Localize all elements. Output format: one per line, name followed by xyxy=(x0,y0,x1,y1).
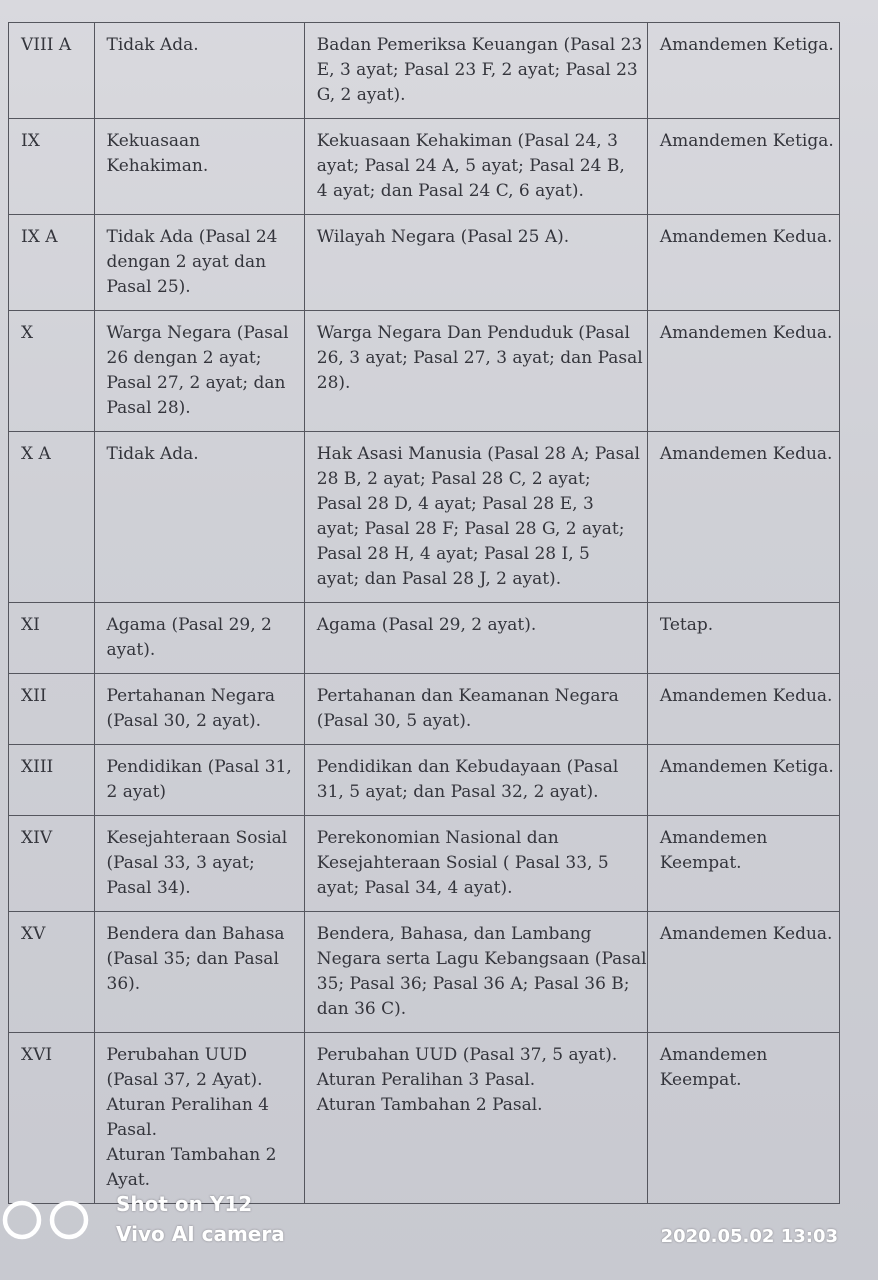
cell-status xyxy=(647,432,839,603)
text-line: ayat; Pasal 34, 4 ayat). xyxy=(316,878,513,898)
cell-after xyxy=(304,432,647,603)
text-line: Pasal 28). xyxy=(106,398,191,418)
bab-number: XI xyxy=(21,615,40,635)
table-row xyxy=(9,1033,840,1204)
cell-after xyxy=(304,912,647,1033)
cell-status xyxy=(647,816,839,912)
bab-number: XIV xyxy=(21,828,53,848)
cell-before xyxy=(94,311,304,432)
text-line: 2 ayat) xyxy=(106,782,167,802)
text-line: Kesejahteraan Sosial ( Pasal 33, 5 xyxy=(316,853,609,873)
text-line: Keempat. xyxy=(659,1070,742,1090)
text-line: Amandemen Kedua. xyxy=(659,686,833,706)
cell-before xyxy=(94,674,304,745)
cell-after xyxy=(304,674,647,745)
table-row xyxy=(9,745,840,816)
table-row xyxy=(9,912,840,1033)
text-line: Bendera, Bahasa, dan Lambang xyxy=(316,924,592,944)
text-line: Kekuasaan xyxy=(106,131,201,151)
text-line: Pertahanan Negara xyxy=(106,686,276,706)
text-line: Pasal. xyxy=(106,1120,158,1140)
text-line: Kehakiman. xyxy=(106,156,209,176)
text-line: (Pasal 33, 3 ayat; xyxy=(106,853,255,873)
watermark-camera: Vivo AI camera xyxy=(116,1222,285,1246)
text-line: Pasal 27, 2 ayat; dan xyxy=(106,373,286,393)
text-line: ayat; Pasal 28 F; Pasal 28 G, 2 ayat; xyxy=(316,519,625,539)
cell-status xyxy=(647,1033,839,1204)
text-line: 26, 3 ayat; Pasal 27, 3 ayat; dan Pasal xyxy=(316,348,643,368)
cell-bab xyxy=(9,432,95,603)
text-line: Kekuasaan Kehakiman (Pasal 24, 3 xyxy=(316,131,618,151)
text-line: (Pasal 35; dan Pasal xyxy=(106,949,279,969)
cell-before xyxy=(94,603,304,674)
text-line: Amandemen Kedua. xyxy=(659,227,833,247)
bab-number: X xyxy=(21,323,34,343)
cell-after xyxy=(304,215,647,311)
cell-bab xyxy=(9,912,95,1033)
text-line: Pasal 34). xyxy=(106,878,191,898)
bab-number: IX A xyxy=(21,227,58,247)
text-line: Agama (Pasal 29, 2 ayat). xyxy=(316,615,537,635)
text-line: Amandemen xyxy=(659,1045,768,1065)
text-line: Negara serta Lagu Kebangsaan (Pasal xyxy=(316,949,647,969)
text-line: 28 B, 2 ayat; Pasal 28 C, 2 ayat; xyxy=(316,469,591,489)
bab-number: VIII A xyxy=(21,35,72,55)
text-line: Perekonomian Nasional dan xyxy=(316,828,559,848)
cell-status xyxy=(647,603,839,674)
cell-bab xyxy=(9,311,95,432)
cell-after xyxy=(304,23,647,119)
bab-number: XII xyxy=(21,686,47,706)
table-row xyxy=(9,119,840,215)
text-line: Tidak Ada. xyxy=(106,35,199,55)
text-line: (Pasal 30, 2 ayat). xyxy=(106,711,262,731)
text-line: Pendidikan (Pasal 31, xyxy=(106,757,292,777)
text-line: Amandemen Kedua. xyxy=(659,924,833,944)
text-line: Badan Pemeriksa Keuangan (Pasal 23 xyxy=(316,35,643,55)
text-line: ayat). xyxy=(106,640,156,660)
text-line: Keempat. xyxy=(659,853,742,873)
text-line: Aturan Peralihan 3 Pasal. xyxy=(316,1070,536,1090)
text-line: Pasal 28 H, 4 ayat; Pasal 28 I, 5 xyxy=(316,544,590,564)
bab-number: XIII xyxy=(21,757,54,777)
cell-before xyxy=(94,432,304,603)
text-line: 28). xyxy=(316,373,351,393)
text-line: Pertahanan dan Keamanan Negara xyxy=(316,686,619,706)
table-row xyxy=(9,674,840,745)
table-row xyxy=(9,23,840,119)
cell-status xyxy=(647,215,839,311)
cell-after xyxy=(304,745,647,816)
text-line: 36). xyxy=(106,974,141,994)
cell-bab xyxy=(9,215,95,311)
cell-bab xyxy=(9,119,95,215)
text-line: 35; Pasal 36; Pasal 36 A; Pasal 36 B; xyxy=(316,974,630,994)
cell-after xyxy=(304,603,647,674)
cell-after xyxy=(304,816,647,912)
text-line: Kesejahteraan Sosial xyxy=(106,828,288,848)
text-line: Amandemen Ketiga. xyxy=(659,35,834,55)
text-line: G, 2 ayat). xyxy=(316,85,406,105)
table-row xyxy=(9,432,840,603)
text-line: Amandemen Kedua. xyxy=(659,444,833,464)
text-line: Tetap. xyxy=(659,615,714,635)
text-line: E, 3 ayat; Pasal 23 F, 2 ayat; Pasal 23 xyxy=(316,60,638,80)
text-line: (Pasal 30, 5 ayat). xyxy=(316,711,472,731)
text-line: Tidak Ada (Pasal 24 xyxy=(106,227,278,247)
cell-bab xyxy=(9,674,95,745)
cell-before xyxy=(94,745,304,816)
text-line: dan 36 C). xyxy=(316,999,407,1019)
text-line: 26 dengan 2 ayat; xyxy=(106,348,262,368)
cell-before xyxy=(94,1033,304,1204)
table-row xyxy=(9,215,840,311)
cell-status xyxy=(647,674,839,745)
text-line: Pendidikan dan Kebudayaan (Pasal xyxy=(316,757,619,777)
text-line: Warga Negara (Pasal xyxy=(106,323,289,343)
cell-before xyxy=(94,816,304,912)
text-line: 4 ayat; dan Pasal 24 C, 6 ayat). xyxy=(316,181,584,201)
text-line: Aturan Tambahan 2 Pasal. xyxy=(316,1095,543,1115)
text-line: Bendera dan Bahasa xyxy=(106,924,285,944)
cell-before xyxy=(94,119,304,215)
cell-status xyxy=(647,912,839,1033)
text-line: ayat; dan Pasal 28 J, 2 ayat). xyxy=(316,569,562,589)
text-line: Amandemen Ketiga. xyxy=(659,131,834,151)
text-line: Hak Asasi Manusia (Pasal 28 A; Pasal xyxy=(316,444,640,464)
text-line: Warga Negara Dan Penduduk (Pasal xyxy=(316,323,630,343)
text-line: (Pasal 37, 2 Ayat). xyxy=(106,1070,263,1090)
table-body xyxy=(9,23,840,1204)
cell-bab xyxy=(9,816,95,912)
text-line: Aturan Tambahan 2 xyxy=(106,1145,277,1165)
bab-number: XV xyxy=(21,924,46,944)
amendment-table xyxy=(8,22,840,1204)
text-line: Pasal 28 D, 4 ayat; Pasal 28 E, 3 xyxy=(316,494,594,514)
text-line: ayat; Pasal 24 A, 5 ayat; Pasal 24 B, xyxy=(316,156,625,176)
text-line: Perubahan UUD xyxy=(106,1045,248,1065)
text-line: Amandemen Ketiga. xyxy=(659,757,834,777)
text-line: Wilayah Negara (Pasal 25 A). xyxy=(316,227,570,247)
bab-number: IX xyxy=(21,131,40,151)
table-row xyxy=(9,816,840,912)
watermark-timestamp: 2020.05.02 13:03 xyxy=(660,1226,838,1247)
text-line: Agama (Pasal 29, 2 xyxy=(106,615,272,635)
text-line: dengan 2 ayat dan xyxy=(106,252,267,272)
cell-bab xyxy=(9,745,95,816)
text-line: Ayat. xyxy=(106,1170,151,1190)
text-line: Amandemen xyxy=(659,828,768,848)
text-line: Perubahan UUD (Pasal 37, 5 ayat). xyxy=(316,1045,618,1065)
cell-status xyxy=(647,311,839,432)
text-line: Aturan Peralihan 4 xyxy=(106,1095,269,1115)
text-line: Amandemen Kedua. xyxy=(659,323,833,343)
watermark-device: Shot on Y12 xyxy=(116,1192,253,1216)
cell-status xyxy=(647,745,839,816)
cell-before xyxy=(94,215,304,311)
cell-status xyxy=(647,119,839,215)
cell-after xyxy=(304,1033,647,1204)
bab-number: XVI xyxy=(21,1045,53,1065)
table-container xyxy=(8,22,840,1272)
text-line: 31, 5 ayat; dan Pasal 32, 2 ayat). xyxy=(316,782,599,802)
table-row xyxy=(9,603,840,674)
bab-number: X A xyxy=(21,444,51,464)
cell-after xyxy=(304,311,647,432)
cell-bab xyxy=(9,603,95,674)
text-line: Pasal 25). xyxy=(106,277,191,297)
cell-bab xyxy=(9,23,95,119)
cell-bab xyxy=(9,1033,95,1204)
table-row xyxy=(9,311,840,432)
cell-after xyxy=(304,119,647,215)
cell-status xyxy=(647,23,839,119)
text-line: Tidak Ada. xyxy=(106,444,199,464)
cell-before xyxy=(94,912,304,1033)
cell-before xyxy=(94,23,304,119)
